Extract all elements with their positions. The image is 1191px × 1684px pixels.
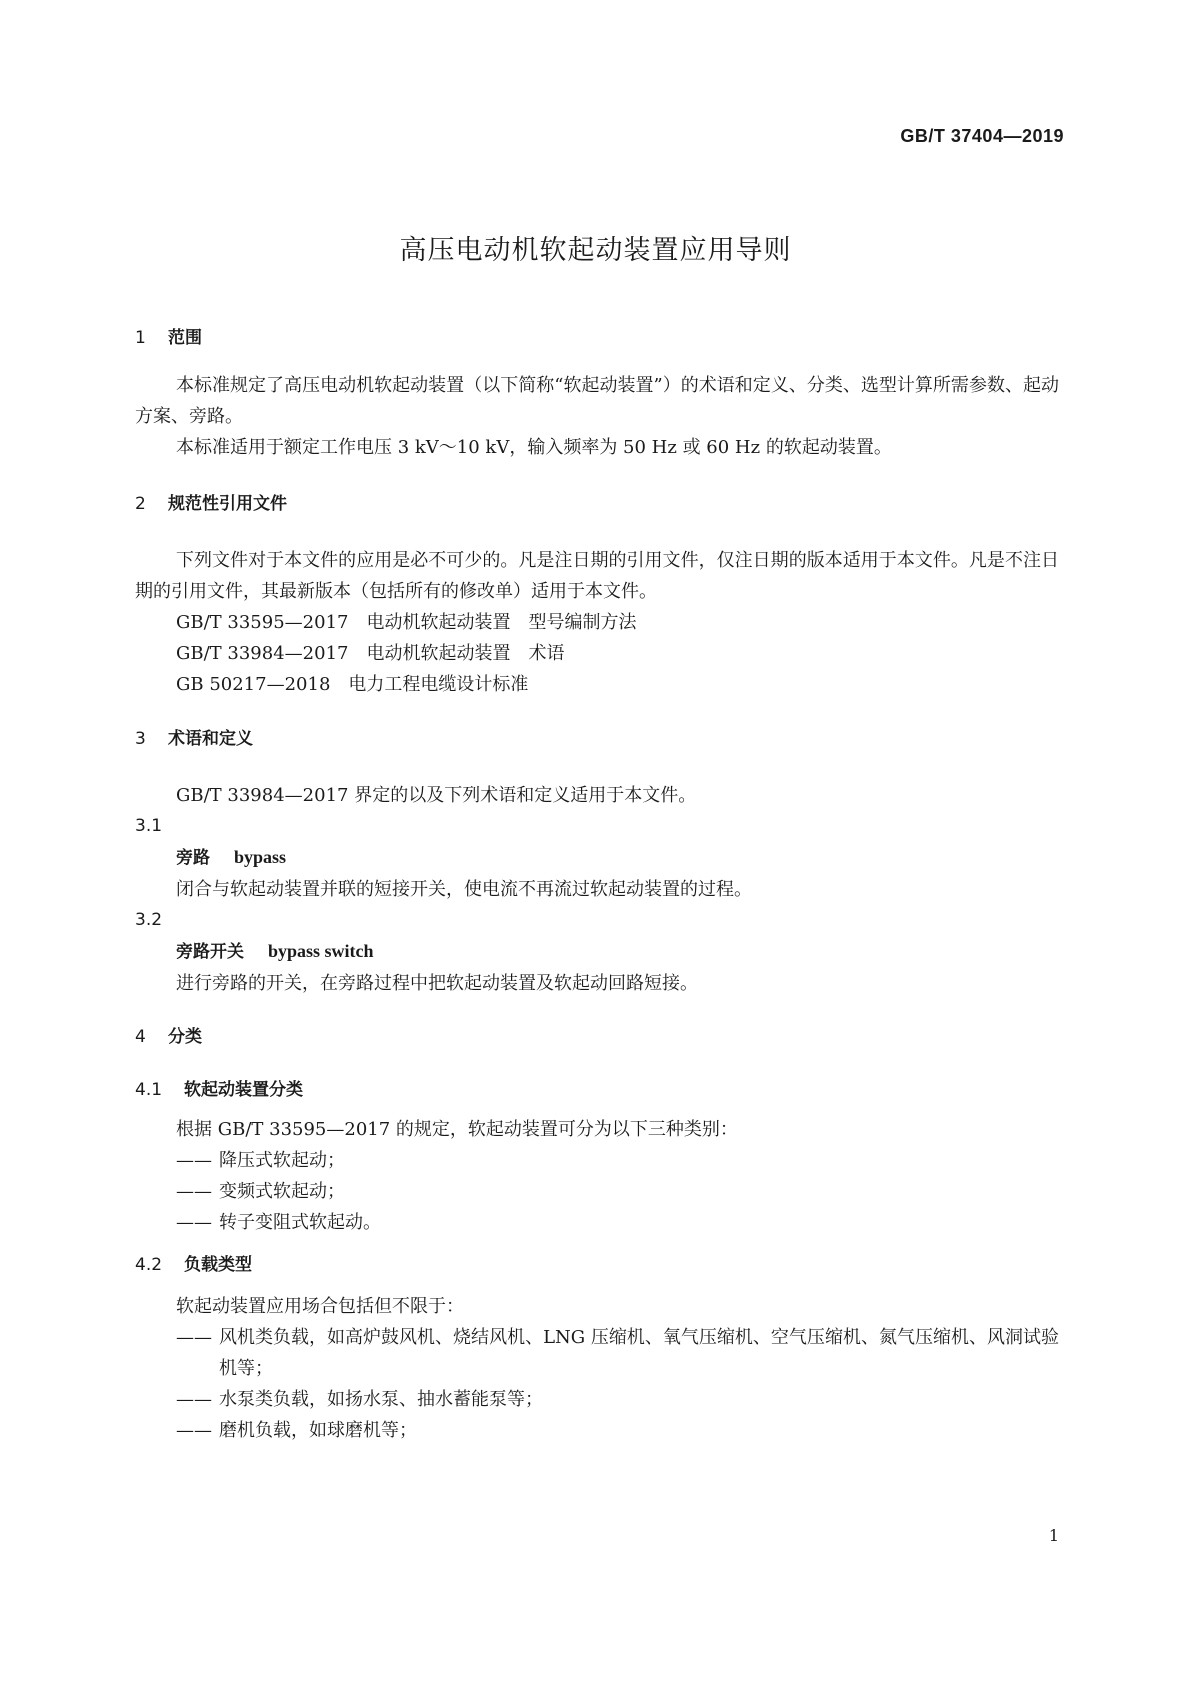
list-dash: —— [176,1420,212,1441]
section-2-heading [135,493,1059,515]
term-zh: 旁路 [176,848,210,868]
term-zh: 旁路开关 [176,942,244,962]
list-dash: —— [176,1212,212,1233]
section-number: 2 [135,494,146,514]
paragraph: 本标准适用于额定工作电压 3 kV～10 kV，输入频率为 50 Hz 或 60 Hz 的软起动装置。 [176,437,892,458]
list-item: —— 降压式软起动； [135,1145,1059,1176]
term-heading [135,936,1059,968]
list-dash: —— [176,1181,212,1202]
subsection-4-2-heading [135,1254,1059,1276]
list-item: —— 变频式软起动； [135,1176,1059,1207]
subsection-number: 4.2 [135,1255,163,1275]
subsection-title: 负载类型 [184,1255,252,1275]
paragraph: 根据 GB/T 33595—2017 的规定，软起动装置可分为以下三种类别： [176,1119,738,1140]
subsection-4-1-heading [135,1079,1059,1101]
section-title: 分类 [168,1027,202,1047]
list-dash: —— [176,1389,212,1410]
paragraph: GB/T 33984—2017 界定的以及下列术语和定义适用于本文件。 [176,785,697,806]
standard-code: GB/T 37404—2019 [900,126,1064,146]
list-item: —— 水泵类负载，如扬水泵、抽水蓄能泵等； [135,1384,1059,1415]
paragraph: 下列文件对于本文件的应用是必不可少的。凡是注日期的引用文件，仅注日期的版本适用于本文件。凡是不注日期的引用文件，其最新版本（包括所有的修改单）适用于本文件。 [135,550,1059,602]
list-dash: —— [176,1150,212,1171]
list-item: —— 转子变阻式软起动。 [135,1207,1059,1238]
section-number: 3 [135,729,146,749]
paragraph: 软起动装置应用场合包括但不限于： [176,1296,464,1317]
paragraph: 本标准规定了高压电动机软起动装置（以下简称“软起动装置”）的术语和定义、分类、选型计算所需参数、起动方案、旁路。 [135,375,1059,427]
section-4-heading [135,1026,1059,1048]
section-3-heading [135,728,1059,750]
term-heading [135,842,1059,874]
section-title: 规范性引用文件 [168,494,287,514]
section-number: 4 [135,1027,146,1047]
normative-reference: GB/T 33984—2017 电动机软起动装置 术语 [176,643,565,664]
section-number: 1 [135,328,146,348]
normative-reference: GB 50217—2018 电力工程电缆设计标准 [176,674,529,695]
document-title: 高压电动机软起动装置应用导则 [399,235,792,266]
document-body [135,327,1059,1446]
term-definition: 进行旁路的开关，在旁路过程中把软起动装置及软起动回路短接。 [176,973,698,994]
list-item: —— 风机类负载，如高炉鼓风机、烧结风机、LNG 压缩机、氧气压缩机、空气压缩机、氮气压缩机、风洞试验机等； [135,1322,1059,1384]
subsection-title: 软起动装置分类 [184,1080,303,1100]
normative-reference: GB/T 33595—2017 电动机软起动装置 型号编制方法 [176,612,637,633]
list-dash: —— [176,1327,212,1348]
list-item: —— 磨机负载，如球磨机等； [135,1415,1059,1446]
subsection-number: 4.1 [135,1080,163,1100]
term-number: 3.1 [135,816,163,836]
term-en: bypass [234,847,287,867]
term-definition: 闭合与软起动装置并联的短接开关，使电流不再流过软起动装置的过程。 [176,879,752,900]
section-title: 术语和定义 [168,729,253,749]
term-number: 3.2 [135,910,163,930]
term-en: bypass switch [268,941,374,961]
section-title: 范围 [168,328,202,348]
section-1-heading [135,327,1059,349]
page-number: 1 [1048,1526,1059,1545]
